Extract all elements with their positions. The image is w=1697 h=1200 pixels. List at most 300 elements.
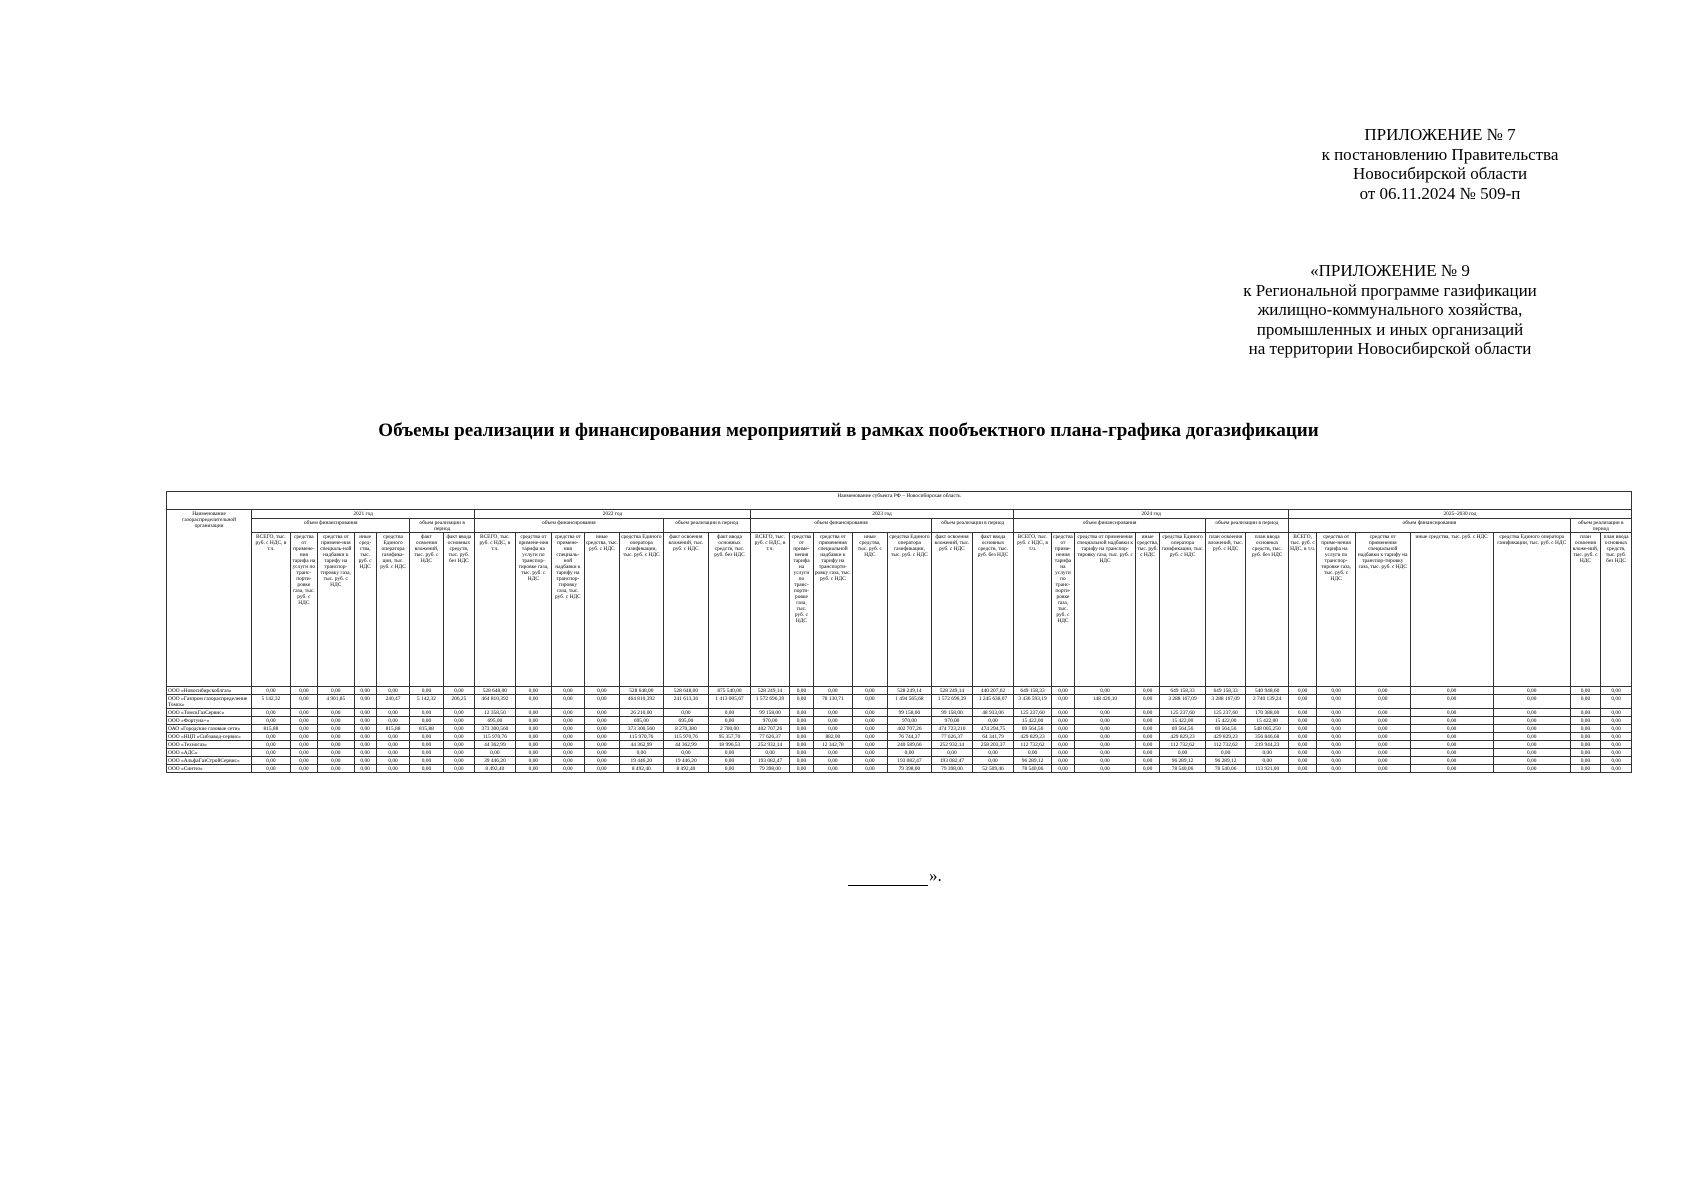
value-cell: 0,00 [887,749,932,757]
value-cell: 0,00 [443,725,474,733]
value-cell: 241 613,36 [663,695,709,709]
column-header: иные средства, тыс. руб. с НДС [1135,533,1159,687]
value-cell: 0,00 [552,695,584,709]
value-cell: 0,00 [790,687,813,695]
org-name-cell: ОАО «Городские газовые сети» [167,725,252,733]
value-cell: 0,00 [584,765,619,773]
value-cell: 78 130,71 [813,695,853,709]
value-cell: 5 142,32 [252,695,291,709]
org-name-cell: ООО «Новосибирскоблгаз» [167,687,252,695]
value-cell: 95 357,70 [709,733,751,741]
value-cell: 0,00 [1410,725,1493,733]
year-header: 2024 год [1014,510,1289,519]
value-cell: 0,00 [443,733,474,741]
value-cell: 373 300,560 [620,725,664,733]
value-cell: 0,00 [1051,733,1074,741]
table-row [167,733,1632,741]
value-cell: 0,00 [552,717,584,725]
year-header: 2022 год [475,510,751,519]
value-cell: 0,00 [584,741,619,749]
value-cell: 0,00 [1317,709,1356,717]
financing-group-header: объем финансирования [252,519,410,533]
table-row [167,725,1632,733]
org-name-cell: ООО «Фортуна+» [167,717,252,725]
value-cell: 0,00 [853,725,887,733]
value-cell: 0,00 [1493,749,1570,757]
value-cell: 112 732,62 [1205,741,1246,749]
value-cell: 0,00 [252,741,291,749]
column-header: средства от применения специальной надбавки к тарифу на транспор-тировку газа, тыс. руб. с НДС [1075,533,1136,687]
value-cell: 0,00 [1355,741,1410,749]
value-cell: 0,00 [552,709,584,717]
column-header: иные сред-ства, тыс. руб. с НДС [354,533,376,687]
value-cell: 15 422,00 [1205,717,1246,725]
org-name-cell: ООО «ТомскГазСервис» [167,709,252,717]
value-cell: 170 388,00 [1246,709,1289,717]
value-cell: 0,00 [1570,741,1600,749]
column-header: иные средства, тыс. руб. с НДС [1410,533,1493,687]
value-cell: 125 237,60 [1160,709,1206,717]
value-cell: 0,00 [1410,749,1493,757]
value-cell: 96 289,12 [1160,757,1206,765]
value-cell: 0,00 [318,749,354,757]
value-cell: 815,88 [252,725,291,733]
value-cell: 0,00 [1601,765,1632,773]
column-header: средства Единого оператора газификации, тыс. руб. с НДС [620,533,664,687]
implementation-group-header: объем реализации в период [663,519,750,533]
value-cell: 0,00 [376,765,409,773]
value-cell: 0,00 [1355,749,1410,757]
value-cell: 0,00 [1570,687,1600,695]
value-cell: 0,00 [709,765,751,773]
value-cell: 193 082,47 [750,757,790,765]
value-cell: 0,00 [290,749,317,757]
value-cell: 125 237,60 [1014,709,1052,717]
value-cell: 429 829,23 [1160,733,1206,741]
value-cell: 0,00 [790,725,813,733]
value-cell: 0,00 [1601,717,1632,725]
value-cell: 19 446,20 [663,757,709,765]
value-cell: 0,00 [1288,717,1316,725]
value-cell: 0,00 [515,709,551,717]
value-cell: 0,00 [1493,695,1570,709]
value-cell: 0,00 [584,687,619,695]
value-cell: 0,00 [1288,695,1316,709]
value-cell: 0,00 [1355,717,1410,725]
value-cell: 0,00 [515,725,551,733]
value-cell: 0,00 [443,741,474,749]
value-cell: 0,00 [813,687,853,695]
value-cell: 0,00 [290,687,317,695]
value-cell: 125 237,60 [1205,709,1246,717]
value-cell: 79 398,00 [932,765,973,773]
value-cell: 0,00 [1051,687,1074,695]
value-cell: 0,00 [354,717,376,725]
value-cell: 76 744,37 [887,733,932,741]
value-cell: 0,00 [1410,687,1493,695]
value-cell: 0,00 [1075,757,1136,765]
org-name-cell: ООО «Газпром газораспределение Томск» [167,695,252,709]
value-cell: 0,00 [410,717,443,725]
value-cell: 0,00 [376,733,409,741]
value-cell: 4 901,85 [318,695,354,709]
value-cell: 0,00 [1493,687,1570,695]
financing-group-header: объем финансирования [1288,519,1570,533]
implementation-group-header: объем реализации в период [410,519,475,533]
value-cell: 0,00 [515,695,551,709]
value-cell: 0,00 [1075,709,1136,717]
value-cell: 0,00 [410,765,443,773]
column-header: средства от примене-ния тарифа на услуги по транс-порти-ровке газа, тыс. руб. с НДС [290,533,317,687]
value-cell: 64 341,79 [972,733,1014,741]
value-cell: 1 413 005,67 [709,695,751,709]
value-cell: 0,00 [515,733,551,741]
value-cell: 0,00 [1051,765,1074,773]
value-cell: 0,00 [709,717,751,725]
value-cell: 0,00 [813,749,853,757]
column-header: средства от приме-нения тарифа на услуги по транс-порти-ровке газа, тыс. руб. с НДС [790,533,813,687]
column-header: план освоения вложе-ний, тыс. руб. с НДС [1570,533,1600,687]
value-cell: 0,00 [552,741,584,749]
value-cell: 429 829,23 [1014,733,1052,741]
value-cell: 0,00 [410,733,443,741]
value-cell: 0,00 [1601,709,1632,717]
value-cell: 0,00 [1570,733,1600,741]
value-cell: 0,00 [972,749,1014,757]
column-header: план освоения вложений, тыс. руб. с НДС [1205,533,1246,687]
value-cell: 0,00 [1601,695,1632,709]
value-cell: 0,00 [1288,709,1316,717]
value-cell: 0,00 [1135,733,1159,741]
value-cell: 882,00 [813,733,853,741]
value-cell: 474 723,210 [932,725,973,733]
value-cell: 113 921,00 [1246,765,1289,773]
value-cell: 0,00 [1601,733,1632,741]
value-cell: 26 210,00 [620,709,664,717]
value-cell: 0,00 [709,749,751,757]
value-cell: 0,00 [1317,741,1356,749]
value-cell: 695,00 [620,717,664,725]
value-cell: 12 342,78 [813,741,853,749]
value-cell: 2 700,00 [709,725,751,733]
value-cell: 0,00 [1570,725,1600,733]
year-header: 2025–2030 год [1288,510,1631,519]
value-cell: 0,00 [354,709,376,717]
value-cell: 970,00 [932,717,973,725]
value-cell: 0,00 [813,757,853,765]
column-header: ВСЕГО, тыс. руб. с НДС, в т.ч. [475,533,516,687]
value-cell: 0,00 [1288,741,1316,749]
implementation-group-header: объем реализации в период [1205,519,1288,533]
column-header: факт ввода основных средств, тыс. руб. без НДС [972,533,1014,687]
value-cell: 0,00 [1355,733,1410,741]
value-cell: 0,00 [584,757,619,765]
value-cell: 193 082,47 [887,757,932,765]
value-cell: 0,00 [1135,717,1159,725]
value-cell: 8 492,40 [620,765,664,773]
value-cell: 0,00 [443,765,474,773]
value-cell: 0,00 [790,733,813,741]
value-cell: 0,00 [443,709,474,717]
value-cell: 0,00 [1317,725,1356,733]
value-cell: 0,00 [376,749,409,757]
value-cell: 0,00 [290,733,317,741]
table-row [167,687,1632,695]
value-cell: 0,00 [813,709,853,717]
value-cell: 0,00 [515,741,551,749]
value-cell: 440 207,62 [972,687,1014,695]
column-header: средства от приме-нения тарифа на услуги по транс-порти-ровке газа, тыс. руб. с НДС [1051,533,1074,687]
appendix-7-line: от 06.11.2024 № 509-п [1359,183,1521,203]
value-cell: 99 158,00 [887,709,932,717]
appendix-9-header [1195,261,1585,359]
value-cell: 79 398,00 [887,765,932,773]
value-cell: 0,00 [552,749,584,757]
column-header: средства от применения специальной надбавки к тарифу на транспорти-ровку газа, тыс. руб. с НДС [813,533,853,687]
appendix-9-line: «ПРИЛОЖЕНИЕ № 9 [1310,261,1470,280]
column-header: факт освоения вложений, тыс. руб. с НДС [410,533,443,687]
value-cell: 0,00 [663,749,709,757]
value-cell: 2 740 139,24 [1246,695,1289,709]
value-cell: 0,00 [584,725,619,733]
value-cell: 0,00 [354,757,376,765]
value-cell: 0,00 [1317,757,1356,765]
value-cell: 970,00 [750,717,790,725]
value-cell: 0,00 [1493,741,1570,749]
value-cell: 0,00 [853,709,887,717]
value-cell: 0,00 [443,757,474,765]
value-cell: 0,00 [1075,733,1136,741]
value-cell: 0,00 [853,695,887,709]
org-column-header: Наименование газораспределительной организации [167,510,252,687]
value-cell: 0,00 [620,749,664,757]
value-cell: 0,00 [1410,695,1493,709]
value-cell: 0,00 [252,733,291,741]
value-cell: 0,00 [1570,709,1600,717]
value-cell: 649 158,33 [1014,687,1052,695]
value-cell: 0,00 [1601,687,1632,695]
column-header: факт ввода основных средств, тыс. руб. без НДС [709,533,751,687]
column-header: средства от примене-ния специаль-ной надбавки к тарифу на транспор-тировку газа, тыс. руб. с НДС [552,533,584,687]
appendix-7-line: ПРИЛОЖЕНИЕ № 7 [1364,125,1516,144]
appendix-9-line: промышленных и иных организаций [1256,319,1524,339]
column-header: иные средства, тыс. руб. с НДС [853,533,887,687]
value-cell: 528 249,14 [750,687,790,695]
document-title: Объемы реализации и финансирования мероприятий в рамках пообъектного плана-графика догазификации [378,420,1319,441]
value-cell: 0,00 [376,709,409,717]
value-cell: 96 289,12 [1205,757,1246,765]
value-cell: 0,00 [552,757,584,765]
value-cell: 0,00 [1355,687,1410,695]
financing-group-header: объем финансирования [750,519,931,533]
value-cell: 69 564,56 [1205,725,1246,733]
column-header: средства Единого оператора газификации, тыс. руб. с НДС [1160,533,1206,687]
value-cell: 0,00 [318,757,354,765]
value-cell: 0,00 [318,709,354,717]
value-cell: 0,00 [354,765,376,773]
column-header: факт освоения вложений, тыс. руб. с НДС [663,533,709,687]
value-cell: 528 648,00 [663,687,709,695]
value-cell: 695,00 [475,717,516,725]
value-cell: 112 732,62 [1014,741,1052,749]
value-cell: 464 810,392 [620,695,664,709]
appendix-7-header [1290,125,1590,203]
column-header: план ввода основных средств, тыс. руб. без НДС [1601,533,1632,687]
value-cell: 69 564,56 [1014,725,1052,733]
value-cell: 77 626,37 [750,733,790,741]
value-cell: 258 203,37 [972,741,1014,749]
value-cell: 0,00 [475,749,516,757]
value-cell: 3 436 593,19 [1014,695,1052,709]
value-cell: 0,00 [853,757,887,765]
value-cell: 0,00 [354,733,376,741]
value-cell: 0,00 [290,717,317,725]
column-header: ВСЕГО, тыс. руб. с НДС, в т.ч. [1014,533,1052,687]
value-cell: 0,00 [1075,765,1136,773]
value-cell: 0,00 [1493,765,1570,773]
value-cell: 0,00 [410,749,443,757]
value-cell: 0,00 [1051,717,1074,725]
value-cell: 0,00 [1493,717,1570,725]
value-cell: 0,00 [1355,757,1410,765]
value-cell: 0,00 [290,765,317,773]
column-header: иные средства, тыс. руб. с НДС [584,533,619,687]
financing-table [166,491,1632,773]
value-cell: 0,00 [1135,765,1159,773]
value-cell: 0,00 [1051,757,1074,765]
value-cell: 12 358,50 [475,709,516,717]
column-header: средства от применения специальной надбавки к тарифу на транспор-тировку газа, тыс. руб. с НДС [1355,533,1410,687]
value-cell: 0,00 [813,717,853,725]
value-cell: 0,00 [318,741,354,749]
value-cell: 0,00 [552,725,584,733]
value-cell: 0,00 [1317,717,1356,725]
value-cell: 0,00 [1493,757,1570,765]
value-cell: 8 270,380 [663,725,709,733]
value-cell: 0,00 [410,741,443,749]
value-cell: 0,00 [790,749,813,757]
value-cell: 15 422,00 [1014,717,1052,725]
value-cell: 0,00 [1051,749,1074,757]
value-cell: 0,00 [1570,749,1600,757]
value-cell: 0,00 [515,749,551,757]
value-cell: 0,00 [709,709,751,717]
value-cell: 0,00 [1135,687,1159,695]
value-cell: 78 540,06 [1014,765,1052,773]
appendix-9-line: к Региональной программе газификации [1243,280,1537,300]
value-cell: 0,00 [750,749,790,757]
value-cell: 18 996,53 [709,741,751,749]
value-cell: 0,00 [290,725,317,733]
column-header: средства Единого оператора газифика-ции, тыс. руб. с НДС [376,533,409,687]
column-header: средства от примене-ния тарифа на услуги по транспор-тировке газа, тыс. руб. с НДС [515,533,551,687]
value-cell: 1 245 638,07 [972,695,1014,709]
value-cell: 0,00 [354,749,376,757]
value-cell: 0,00 [1355,765,1410,773]
value-cell: 0,00 [1570,695,1600,709]
value-cell: 0,00 [1601,741,1632,749]
value-cell: 0,00 [813,765,853,773]
value-cell: 464 810,392 [475,695,516,709]
financing-table-container [166,491,1632,773]
value-cell: 0,00 [790,765,813,773]
value-cell: 3 288 167,09 [1205,695,1246,709]
year-header-row [167,510,1632,519]
value-cell: 373 300,560 [475,725,516,733]
subject-header-row [167,492,1632,510]
value-cell: 0,00 [1075,725,1136,733]
value-cell: 15 422,00 [1160,717,1206,725]
value-cell: 528 648,00 [475,687,516,695]
appendix-7-line: Новосибирской области [1352,164,1528,183]
financing-group-header: объем финансирования [475,519,664,533]
value-cell: 0,00 [1317,733,1356,741]
value-cell: 48 933,06 [972,709,1014,717]
value-cell: 0,00 [790,741,813,749]
value-cell: 99 158,00 [932,709,973,717]
value-cell: 77 626,37 [932,733,973,741]
value-cell: 0,00 [515,757,551,765]
year-header: 2023 год [750,510,1014,519]
value-cell: 0,00 [318,687,354,695]
column-header: факт освоения вложений, тыс. руб. с НДС [932,533,973,687]
column-header: факт ввода основных средств, тыс. руб. без НДС [443,533,474,687]
value-cell: 0,00 [1135,749,1159,757]
value-cell: 0,00 [376,757,409,765]
value-cell: 0,00 [1317,749,1356,757]
value-cell: 0,00 [1051,695,1074,709]
value-cell: 0,00 [1135,709,1159,717]
column-header: ВСЕГО, тыс. руб. с НДС, в т.ч. [1288,533,1316,687]
table-row [167,709,1632,717]
value-cell: 0,00 [1135,757,1159,765]
value-cell: 0,00 [354,725,376,733]
value-cell: 0,00 [1410,757,1493,765]
table-row [167,749,1632,757]
value-cell: 0,00 [443,687,474,695]
value-cell: 0,00 [1317,695,1356,709]
value-cell: 0,00 [1355,695,1410,709]
value-cell: 0,00 [1246,757,1289,765]
value-cell: 0,00 [376,717,409,725]
column-header: средства от примене-ния специаль-ной надбавки к тарифу на транспор-тировку газа, тыс. руб. с НДС [318,533,354,687]
column-header: средства от приме-нения тарифа на услуги по транспор-тировке газа, тыс. руб. с НДС [1317,533,1356,687]
value-cell: 0,00 [515,687,551,695]
value-cell: 0,00 [354,687,376,695]
appendix-9-line: на территории Новосибирской области [1248,339,1532,358]
value-cell: 115 970,76 [620,733,664,741]
value-cell: 649 158,33 [1160,687,1206,695]
value-cell: 0,00 [584,717,619,725]
value-cell: 0,00 [252,717,291,725]
value-cell: 429 829,23 [1205,733,1246,741]
value-cell: 5 142,32 [410,695,443,709]
value-cell: 0,00 [813,725,853,733]
value-cell: 0,00 [1288,765,1316,773]
value-cell: 649 158,33 [1205,687,1246,695]
value-cell: 815,88 [410,725,443,733]
value-cell: 240 589,66 [887,741,932,749]
value-cell: 0,00 [290,741,317,749]
org-name-cell: ООО «АльфаГазСтройСервис» [167,757,252,765]
year-header: 2021 год [252,510,475,519]
table-row [167,717,1632,725]
value-cell: 356 846,68 [1246,733,1289,741]
value-cell: 19 446,20 [620,757,664,765]
value-cell: 0,00 [318,717,354,725]
value-cell: 0,00 [443,749,474,757]
table-row [167,741,1632,749]
